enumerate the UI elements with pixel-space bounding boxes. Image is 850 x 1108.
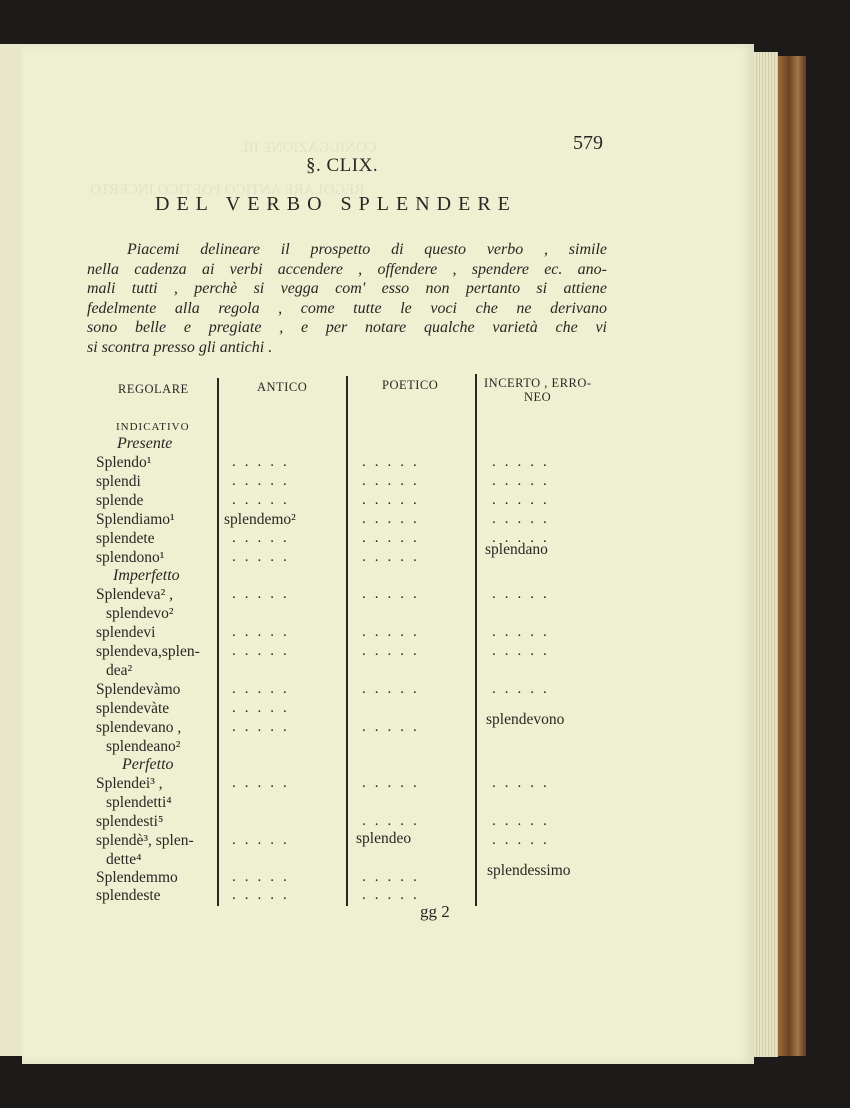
page-number: 579 bbox=[573, 132, 603, 154]
dot-leader: ..... bbox=[232, 473, 296, 489]
dot-leader: ..... bbox=[492, 511, 556, 527]
dot-leader: ..... bbox=[232, 832, 296, 848]
verb-form: Splendevàmo bbox=[96, 681, 181, 698]
dot-leader: ..... bbox=[492, 454, 556, 470]
dot-leader: ..... bbox=[232, 624, 296, 640]
verb-form: dea² bbox=[106, 662, 133, 679]
tense-label: Perfetto bbox=[122, 756, 174, 773]
dot-leader: ..... bbox=[492, 832, 556, 848]
intro-line: si scontra presso gli antichi . bbox=[87, 338, 273, 356]
header-incerto-cont: NEO bbox=[524, 390, 552, 404]
left-page-edge bbox=[0, 44, 23, 1056]
intro-line: Piacemi delineare il prospetto di questo verbo , simile bbox=[127, 241, 607, 258]
dot-leader: ..... bbox=[232, 530, 296, 546]
dot-leader: ..... bbox=[492, 681, 556, 697]
verb-form: splendevo² bbox=[106, 605, 174, 622]
dot-leader: ..... bbox=[232, 681, 296, 697]
column-rule bbox=[475, 374, 477, 906]
verb-form: splendeano² bbox=[106, 738, 181, 755]
intro-paragraph bbox=[87, 240, 607, 357]
tense-label: Presente bbox=[117, 435, 173, 452]
dot-leader: ..... bbox=[232, 887, 296, 903]
dot-leader: ..... bbox=[232, 454, 296, 470]
dot-leader: ..... bbox=[362, 624, 426, 640]
verb-form: splendeva,splen- bbox=[96, 643, 200, 660]
intro-line: sono belle e pregiate , e per notare qualche varietà che vi bbox=[87, 319, 607, 336]
verb-form: Splendemmo bbox=[96, 869, 178, 886]
page-stack-edges bbox=[754, 52, 778, 1057]
dot-leader: ..... bbox=[362, 530, 426, 546]
dot-leader: ..... bbox=[362, 719, 426, 735]
dot-leader: ..... bbox=[232, 586, 296, 602]
intro-line: mali tutti , perchè si vegga com' esso non pertanto si attiene bbox=[87, 280, 607, 297]
dot-leader: ..... bbox=[362, 549, 426, 565]
book-cover bbox=[778, 56, 806, 1056]
signature-mark: gg 2 bbox=[420, 902, 450, 921]
header-regolare: REGOLARE bbox=[118, 382, 189, 396]
verb-form: splendevàte bbox=[96, 700, 170, 717]
dot-leader: ..... bbox=[492, 624, 556, 640]
dot-leader: ..... bbox=[362, 586, 426, 602]
verb-form: splendesti⁵ bbox=[96, 813, 164, 830]
dot-leader: ..... bbox=[492, 586, 556, 602]
dot-leader: ..... bbox=[362, 473, 426, 489]
verb-form: splendevano , bbox=[96, 719, 182, 736]
tense-label: Imperfetto bbox=[113, 567, 180, 584]
verb-form: splendete bbox=[96, 530, 155, 547]
dot-leader: ..... bbox=[362, 643, 426, 659]
intro-line: nella cadenza ai verbi accendere , offendere , spendere ec. ano- bbox=[87, 260, 607, 278]
dot-leader: ..... bbox=[492, 473, 556, 489]
dot-leader: ..... bbox=[362, 454, 426, 470]
column-rule bbox=[217, 378, 219, 906]
mood-label: INDICATIVO bbox=[116, 421, 190, 433]
dot-leader: ..... bbox=[362, 869, 426, 885]
verb-form: splendè³, splen- bbox=[96, 832, 194, 849]
verb-form: splendevi bbox=[96, 624, 156, 641]
dot-leader: ..... bbox=[362, 887, 426, 903]
verb-form: splende bbox=[96, 492, 144, 509]
column-rule bbox=[346, 376, 348, 906]
antico-form: splendemo² bbox=[224, 511, 296, 528]
chapter-title: DEL VERBO SPLENDERE bbox=[155, 193, 517, 215]
dot-leader: ..... bbox=[492, 492, 556, 508]
dot-leader: ..... bbox=[362, 681, 426, 697]
dot-leader: ..... bbox=[232, 700, 296, 716]
dot-leader: ..... bbox=[362, 511, 426, 527]
incerto-form: splendessimo bbox=[487, 862, 571, 879]
header-antico: ANTICO bbox=[257, 380, 308, 394]
dot-leader: ..... bbox=[232, 643, 296, 659]
header-poetico: POETICO bbox=[382, 378, 439, 392]
dot-leader: ..... bbox=[492, 813, 556, 829]
show-through-text: CONIUGAZIONE III. bbox=[240, 140, 377, 156]
dot-leader: ..... bbox=[232, 549, 296, 565]
section-number: §. CLIX. bbox=[306, 155, 379, 176]
verb-form: Splendei³ , bbox=[96, 775, 163, 792]
dot-leader: ..... bbox=[362, 813, 426, 829]
verb-form: Splendo¹ bbox=[96, 454, 152, 471]
dot-leader: ..... bbox=[232, 492, 296, 508]
incerto-form: splendevono bbox=[486, 711, 565, 728]
verb-form: Splendeva² , bbox=[96, 586, 173, 603]
verb-form: splendono¹ bbox=[96, 549, 165, 566]
dot-leader: ..... bbox=[232, 719, 296, 735]
dot-leader: ..... bbox=[492, 530, 556, 546]
dot-leader: ..... bbox=[232, 869, 296, 885]
intro-line: fedelmente alla regola , come tutte le voci che ne derivano bbox=[87, 299, 607, 317]
verb-form: dette⁴ bbox=[106, 851, 142, 868]
verb-form: Splendiamo¹ bbox=[96, 511, 175, 528]
dot-leader: ..... bbox=[232, 775, 296, 791]
header-incerto: INCERTO , ERRO- bbox=[484, 376, 592, 390]
dot-leader: ..... bbox=[492, 643, 556, 659]
verb-form: splendi bbox=[96, 473, 141, 490]
poetico-form: splendeo bbox=[356, 830, 412, 847]
show-through-text: REGOLARE ANTICO POETICO INCERTO bbox=[90, 182, 365, 198]
verb-form: splendeste bbox=[96, 887, 161, 904]
verb-form: splendetti⁴ bbox=[106, 794, 172, 811]
incerto-form: splendano bbox=[485, 541, 548, 558]
dot-leader: ..... bbox=[492, 775, 556, 791]
dot-leader: ..... bbox=[362, 492, 426, 508]
dot-leader: ..... bbox=[362, 775, 426, 791]
